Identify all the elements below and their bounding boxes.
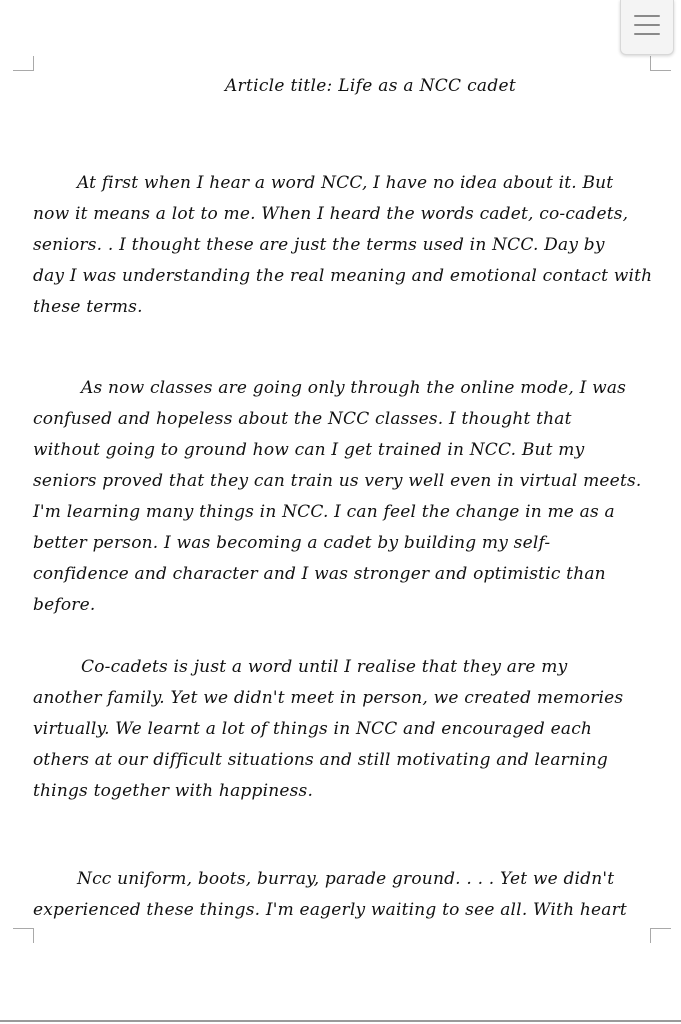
article-title: Article title: Life as a NCC cadet [224,76,517,96]
text-line: I'm learning many things in NCC. I can feel the change in me as a [33,502,615,522]
hamburger-menu-icon [634,15,660,17]
text-line: As now classes are going only through the online mode, I was [81,378,627,398]
text-line: At first when I hear a word NCC, I have no idea about it. But [77,173,614,193]
text-line: Co-cadets is just a word until I realise that they are my [81,657,568,677]
text-line: confidence and character and I was stronger and optimistic than [33,564,606,584]
hamburger-menu-icon-bar [634,24,660,26]
margin-corner-bottom-left [13,928,34,943]
paragraph-4 [33,864,653,926]
text-line: before. [33,595,96,615]
text-line: confused and hopeless about the NCC classes. I thought that [33,409,572,429]
text-line: Ncc uniform, boots, burray, parade ground. . . . Yet we didn't [77,869,615,889]
text-line: things together with happiness. [33,781,314,801]
paragraph-3 [33,652,653,807]
page-bottom-divider [0,1020,681,1022]
paragraph-1 [33,168,653,323]
margin-corner-top-left [13,56,34,71]
text-line: seniors. . I thought these are just the terms used in NCC. Day by [33,235,605,255]
margin-corner-bottom-right [650,928,671,943]
text-line: another family. Yet we didn't meet in person, we created memories [33,688,624,708]
paragraph-2 [33,373,653,621]
text-line: others at our difficult situations and still motivating and learning [33,750,609,770]
text-line: now it means a lot to me. When I heard the words cadet, co-cadets, [33,204,629,224]
text-line: these terms. [33,297,143,317]
menu-button[interactable] [620,0,674,55]
text-line: better person. I was becoming a cadet by building my self- [33,533,551,553]
text-line: virtually. We learnt a lot of things in NCC and encouraged each [33,719,593,739]
hamburger-menu-icon-bar [634,33,660,35]
text-line: without going to ground how can I get trained in NCC. But my [33,440,585,460]
text-line: seniors proved that they can train us very well even in virtual meets. [33,471,642,491]
margin-corner-top-right [650,56,671,71]
text-line: experienced these things. I'm eagerly waiting to see all. With heart [33,900,627,920]
text-line: day I was understanding the real meaning and emotional contact with [33,266,653,286]
